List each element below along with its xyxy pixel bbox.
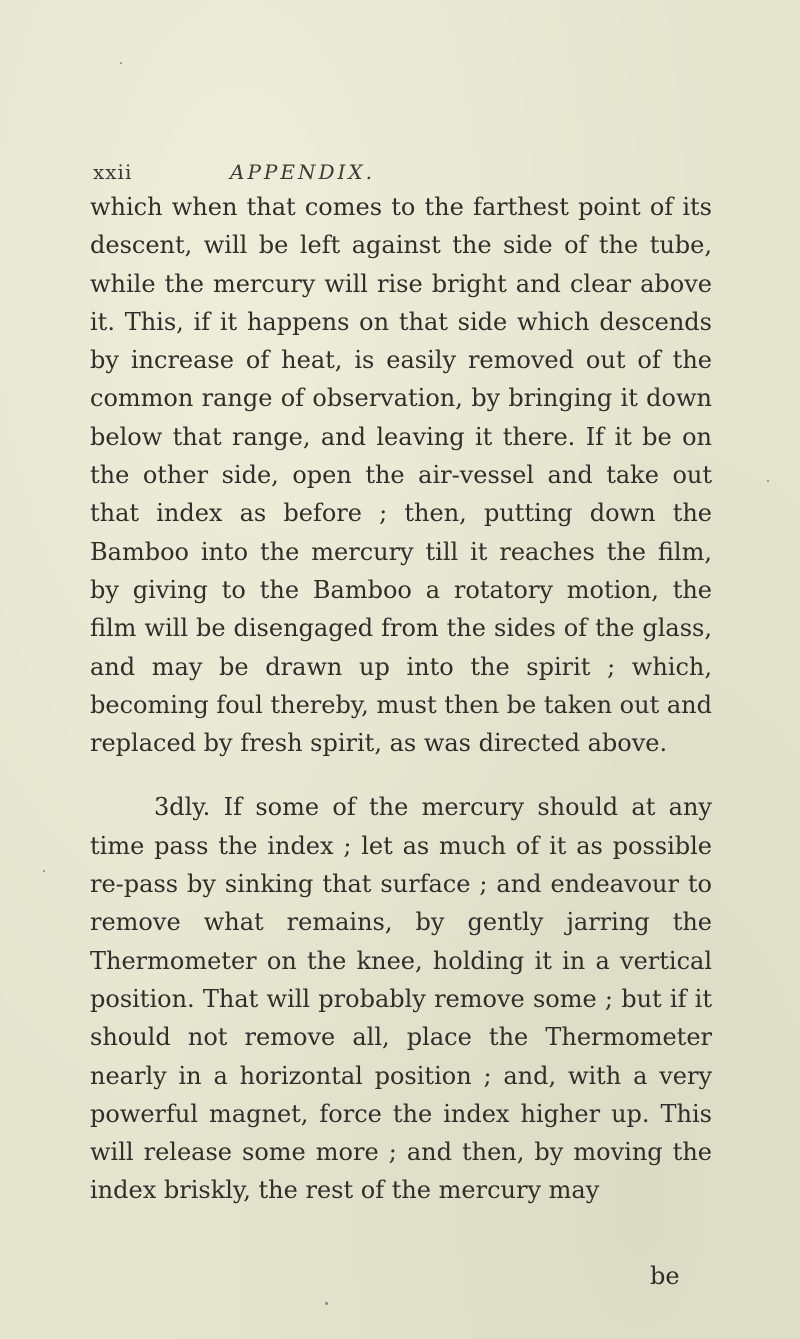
- catchword: be: [650, 1262, 680, 1290]
- paper-speck: [43, 870, 45, 872]
- page-number: xxii: [93, 160, 133, 184]
- paper-speck: [767, 480, 769, 482]
- paragraph: 3dly. If some of the mercury should at any time pass the index ; let as much of it as possible re-pass by sinking that surface ; and endeavour to remove what remains, by gently jarring the Thermometer on the knee, holding it in a vertical position. That will probably remove some ; but if it should not remove all, place the Thermometer nearly in a horizontal position ; and, with a very powerful magnet, force the index higher up. This will release some more ; and then, by moving the index briskly, the rest of the mercury may: [90, 793, 712, 1205]
- paragraph: which when that comes to the farthest point of its descent, will be left against the side of the tube, while the mercury will rise bright and clear above it. This, if it happens on that side which descends by increase of heat, is easily removed out of the common range of observation, by bringing it down below that range, and leaving it there. If it be on the other side, open the air-vessel and take out that index as before ; then, putting down the Bamboo into the mercury till it reaches the film, by giving to the Bamboo a rotatory motion, the film will be disengaged from the sides of the glass, and may be drawn up into the spirit ; which, becoming foul thereby, must then be taken out and replaced by fresh spirit, as was directed above.: [90, 193, 712, 758]
- body-text: [90, 188, 712, 1210]
- paper-speck: [325, 1302, 328, 1305]
- running-head: APPENDIX.: [230, 160, 375, 184]
- page-header: [88, 160, 708, 190]
- paper-speck: [120, 62, 122, 64]
